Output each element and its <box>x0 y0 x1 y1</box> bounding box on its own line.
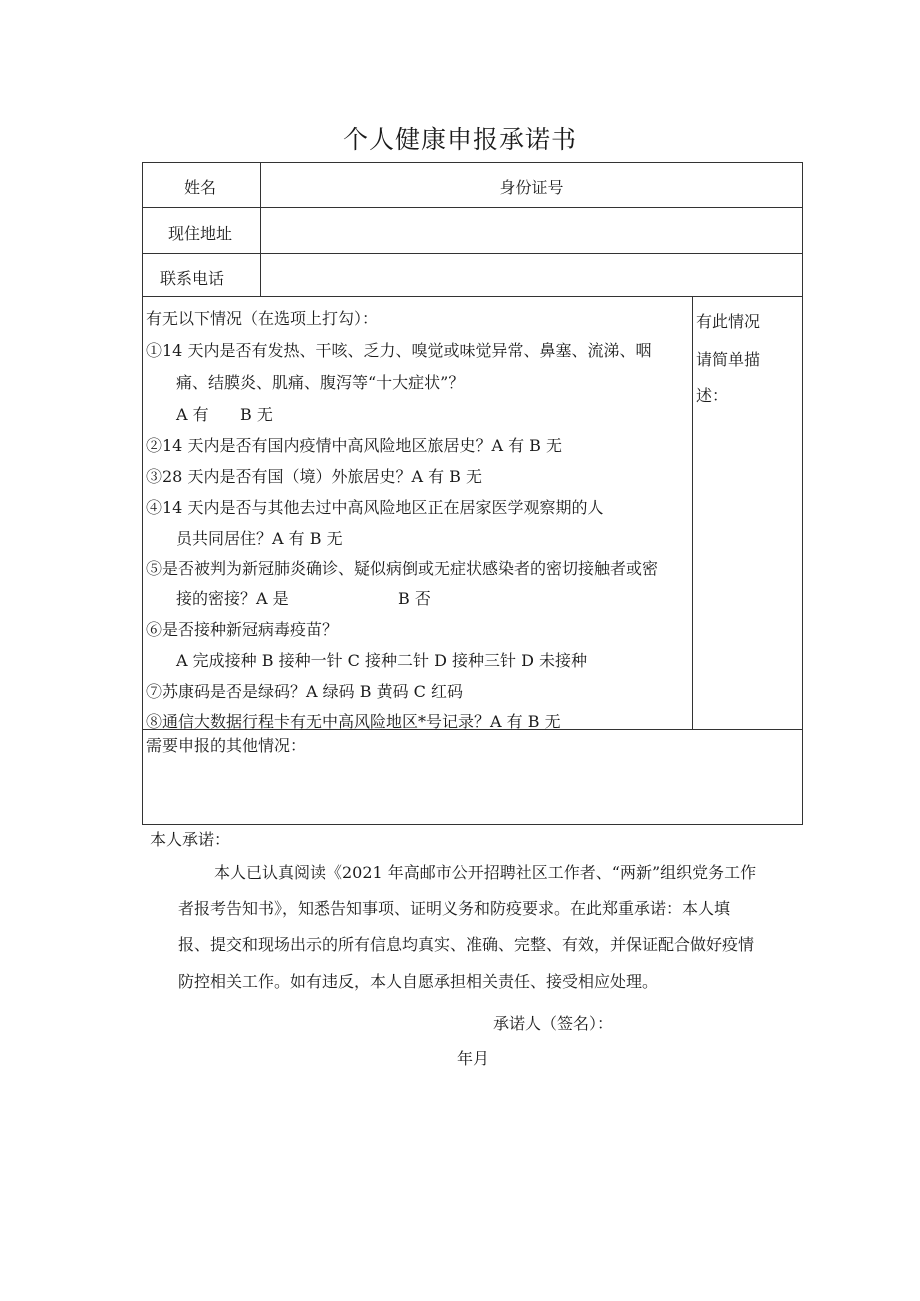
id-number-field[interactable] <box>261 163 802 207</box>
question-6-options: A 完成接种 B 接种一针 C 接种二针 D 接种三针 D 未接种 <box>176 651 587 670</box>
question-4: ④14 天内是否与其他去过中高风险地区正在居家医学观察期的人 <box>146 498 604 517</box>
pledge-heading: 本人承诺： <box>150 830 231 849</box>
id-number-label: 身份证号 <box>499 178 564 197</box>
table-rule <box>142 296 803 297</box>
date-label: 年月 <box>457 1049 490 1068</box>
side-note-line: 述： <box>696 386 729 405</box>
side-note-line: 请简单描 <box>696 350 761 369</box>
question-7: ⑦苏康码是否是绿码？A 绿码 B 黄码 C 红码 <box>146 682 463 701</box>
side-note-line: 有此情况 <box>696 312 761 331</box>
option-a[interactable]: A 有 <box>176 405 209 424</box>
option-b[interactable]: B 否 <box>398 589 431 608</box>
question-1-cont: 痛、结膜炎、肌痛、腹泻等“十大症状”？ <box>176 373 465 392</box>
pledge-text-line: 本人已认真阅读《2021 年高邮市公开招聘社区工作者、“两新”组织党务工作 <box>214 863 757 882</box>
table-border-left <box>142 162 143 825</box>
phone-label: 联系电话 <box>160 269 225 288</box>
signer-label: 承诺人（签名）： <box>493 1014 614 1033</box>
question-3: ③28 天内是否有国（境）外旅居史？A 有 B 无 <box>146 467 483 486</box>
question-5: ⑤是否被判为新冠肺炎确诊、疑似病倒或无症状感染者的密切接触者或密 <box>146 559 659 578</box>
address-label: 现住地址 <box>168 224 233 243</box>
pledge-text-line: 者报考告知书》，知悉告知事项、证明义务和防疫要求。在此郑重承诺：本人填 <box>178 899 731 918</box>
name-label: 姓名 <box>184 178 217 197</box>
side-note-field[interactable] <box>693 420 802 729</box>
table-border-right <box>802 162 803 825</box>
questions-intro: 有无以下情况（在选项上打勾）： <box>146 309 379 328</box>
page-title: 个人健康申报承诺书 <box>342 125 577 154</box>
question-8: ⑧通信大数据行程卡有无中高风险地区*号记录？A 有 B 无 <box>146 712 561 731</box>
question-6: ⑥是否接种新冠病毒疫苗？ <box>146 620 339 639</box>
pledge-text-line: 报、提交和现场出示的所有信息均真实、准确、完整、有效，并保证配合做好疫情 <box>178 935 755 954</box>
other-situations-field[interactable] <box>143 756 802 824</box>
question-2: ②14 天内是否有国内疫情中高风险地区旅居史？A 有 B 无 <box>146 436 563 455</box>
question-4-cont: 员共同居住？A 有 B 无 <box>176 529 343 548</box>
question-1: ①14 天内是否有发热、干咳、乏力、嗅觉或味觉异常、鼻塞、流涕、咽 <box>146 341 652 360</box>
pledge-text-line: 防控相关工作。如有违反，本人自愿承担相关责任、接受相应处理。 <box>178 972 659 991</box>
phone-field[interactable] <box>261 254 802 296</box>
other-situations-label: 需要申报的其他情况： <box>146 736 307 755</box>
table-border-bottom <box>142 824 803 825</box>
address-field[interactable] <box>261 208 802 253</box>
option-b[interactable]: B 无 <box>240 405 273 424</box>
question-5-cont: 接的密接？A 是 <box>176 589 289 608</box>
